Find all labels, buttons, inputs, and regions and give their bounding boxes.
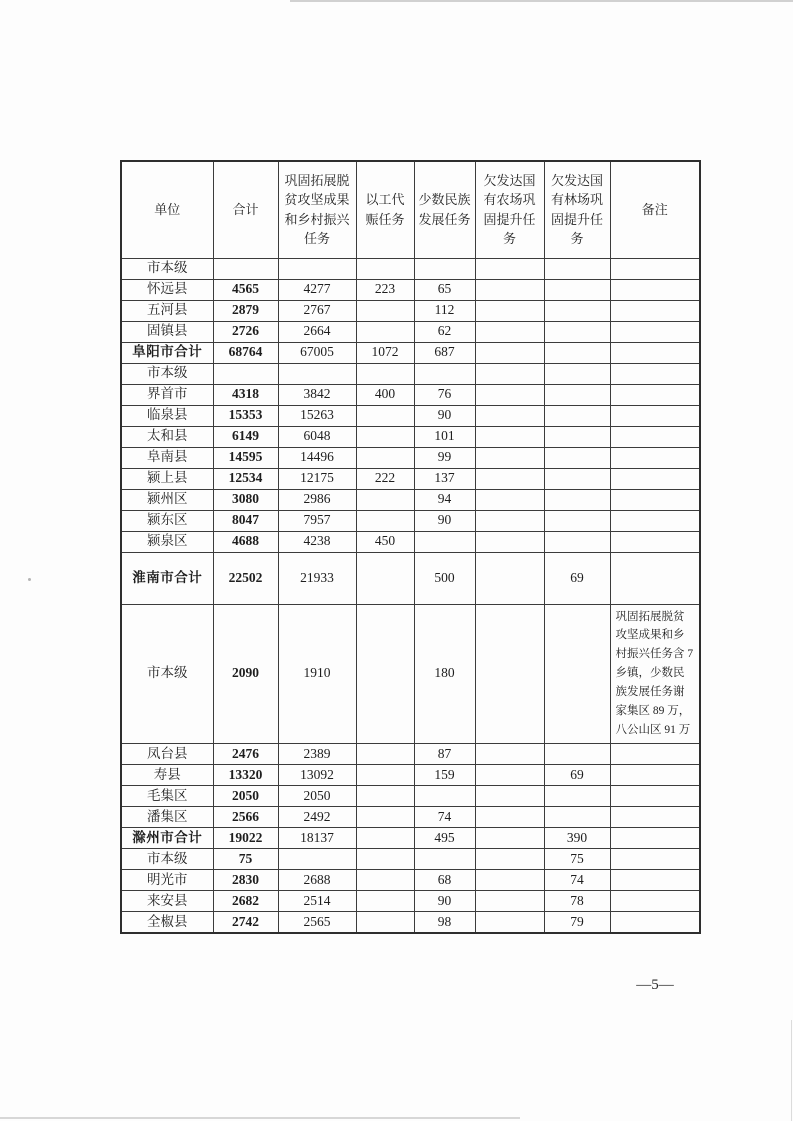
remark-cell xyxy=(610,531,700,552)
remark-cell xyxy=(610,870,700,891)
consolidation-cell: 2986 xyxy=(278,489,356,510)
unit-cell: 全椒县 xyxy=(121,912,213,933)
minority-cell: 90 xyxy=(414,405,475,426)
total-cell: 12534 xyxy=(213,468,278,489)
farm-cell xyxy=(475,552,544,604)
col-header-state-forest-task: 欠发达国有林场巩固提升任务 xyxy=(544,161,610,258)
consolidation-cell: 7957 xyxy=(278,510,356,531)
consolidation-cell: 4277 xyxy=(278,279,356,300)
work-relief-cell: 222 xyxy=(356,468,414,489)
forest-cell xyxy=(544,426,610,447)
farm-cell xyxy=(475,363,544,384)
consolidation-cell: 2767 xyxy=(278,300,356,321)
consolidation-cell xyxy=(278,258,356,279)
farm-cell xyxy=(475,786,544,807)
work-relief-cell xyxy=(356,786,414,807)
unit-cell: 来安县 xyxy=(121,891,213,912)
minority-cell: 68 xyxy=(414,870,475,891)
total-cell: 2830 xyxy=(213,870,278,891)
table-row xyxy=(121,786,700,807)
farm-cell xyxy=(475,300,544,321)
remark-cell xyxy=(610,342,700,363)
total-cell: 68764 xyxy=(213,342,278,363)
table-row xyxy=(121,765,700,786)
total-cell: 13320 xyxy=(213,765,278,786)
remark-cell xyxy=(610,321,700,342)
total-cell: 2726 xyxy=(213,321,278,342)
unit-cell: 市本级 xyxy=(121,604,213,744)
col-header-total: 合计 xyxy=(213,161,278,258)
table-row xyxy=(121,849,700,870)
farm-cell xyxy=(475,828,544,849)
forest-cell xyxy=(544,342,610,363)
work-relief-cell xyxy=(356,321,414,342)
remark-cell xyxy=(610,468,700,489)
work-relief-cell xyxy=(356,765,414,786)
unit-cell: 市本级 xyxy=(121,363,213,384)
consolidation-cell: 2664 xyxy=(278,321,356,342)
forest-cell: 75 xyxy=(544,849,610,870)
unit-cell: 固镇县 xyxy=(121,321,213,342)
table-row-subtotal xyxy=(121,342,700,363)
minority-cell: 90 xyxy=(414,510,475,531)
forest-cell xyxy=(544,405,610,426)
unit-cell: 临泉县 xyxy=(121,405,213,426)
table-row xyxy=(121,489,700,510)
farm-cell xyxy=(475,891,544,912)
farm-cell xyxy=(475,258,544,279)
unit-cell: 毛集区 xyxy=(121,786,213,807)
work-relief-cell xyxy=(356,510,414,531)
consolidation-cell: 15263 xyxy=(278,405,356,426)
remark-cell xyxy=(610,279,700,300)
remark-cell xyxy=(610,384,700,405)
forest-cell: 79 xyxy=(544,912,610,933)
table-row xyxy=(121,468,700,489)
total-cell: 2879 xyxy=(213,300,278,321)
minority-cell: 87 xyxy=(414,744,475,765)
unit-cell: 滁州市合计 xyxy=(121,828,213,849)
total-cell: 15353 xyxy=(213,405,278,426)
page-number: —5— xyxy=(636,977,674,993)
remark-cell xyxy=(610,552,700,604)
minority-cell: 500 xyxy=(414,552,475,604)
minority-cell: 76 xyxy=(414,384,475,405)
header-row xyxy=(121,161,700,258)
consolidation-cell: 2492 xyxy=(278,807,356,828)
consolidation-cell: 2688 xyxy=(278,870,356,891)
remark-cell xyxy=(610,765,700,786)
work-relief-cell xyxy=(356,744,414,765)
scan-artifact-speck xyxy=(28,578,31,581)
minority-cell: 99 xyxy=(414,447,475,468)
unit-cell: 颍泉区 xyxy=(121,531,213,552)
consolidation-cell: 4238 xyxy=(278,531,356,552)
remark-cell xyxy=(610,426,700,447)
fund-allocation-table xyxy=(120,160,701,934)
minority-cell: 94 xyxy=(414,489,475,510)
total-cell: 75 xyxy=(213,849,278,870)
work-relief-cell xyxy=(356,849,414,870)
table-row xyxy=(121,604,700,744)
table-row xyxy=(121,321,700,342)
col-header-minority-development-task: 少数民族发展任务 xyxy=(414,161,475,258)
forest-cell xyxy=(544,604,610,744)
consolidation-cell xyxy=(278,849,356,870)
farm-cell xyxy=(475,279,544,300)
consolidation-cell: 21933 xyxy=(278,552,356,604)
consolidation-cell: 12175 xyxy=(278,468,356,489)
minority-cell: 495 xyxy=(414,828,475,849)
farm-cell xyxy=(475,510,544,531)
table-row xyxy=(121,510,700,531)
consolidation-cell: 2565 xyxy=(278,912,356,933)
total-cell: 4318 xyxy=(213,384,278,405)
table-row xyxy=(121,258,700,279)
work-relief-cell xyxy=(356,489,414,510)
consolidation-cell: 3842 xyxy=(278,384,356,405)
total-cell: 3080 xyxy=(213,489,278,510)
table-row-subtotal xyxy=(121,828,700,849)
total-cell: 4565 xyxy=(213,279,278,300)
unit-cell: 凤台县 xyxy=(121,744,213,765)
total-cell: 6149 xyxy=(213,426,278,447)
unit-cell: 五河县 xyxy=(121,300,213,321)
table-row xyxy=(121,279,700,300)
table-row xyxy=(121,363,700,384)
remark-cell xyxy=(610,828,700,849)
minority-cell xyxy=(414,849,475,870)
forest-cell: 69 xyxy=(544,765,610,786)
farm-cell xyxy=(475,489,544,510)
work-relief-cell xyxy=(356,405,414,426)
farm-cell xyxy=(475,807,544,828)
work-relief-cell xyxy=(356,258,414,279)
work-relief-cell xyxy=(356,426,414,447)
total-cell xyxy=(213,258,278,279)
work-relief-cell xyxy=(356,891,414,912)
work-relief-cell xyxy=(356,300,414,321)
total-cell: 22502 xyxy=(213,552,278,604)
remark-cell xyxy=(610,510,700,531)
minority-cell xyxy=(414,363,475,384)
total-cell: 14595 xyxy=(213,447,278,468)
remark-cell xyxy=(610,300,700,321)
farm-cell xyxy=(475,321,544,342)
total-cell: 2476 xyxy=(213,744,278,765)
total-cell: 2050 xyxy=(213,786,278,807)
unit-cell: 潘集区 xyxy=(121,807,213,828)
forest-cell xyxy=(544,279,610,300)
minority-cell: 137 xyxy=(414,468,475,489)
consolidation-cell: 2389 xyxy=(278,744,356,765)
total-cell: 4688 xyxy=(213,531,278,552)
unit-cell: 颍上县 xyxy=(121,468,213,489)
unit-cell: 淮南市合计 xyxy=(121,552,213,604)
forest-cell: 390 xyxy=(544,828,610,849)
farm-cell xyxy=(475,342,544,363)
minority-cell xyxy=(414,531,475,552)
work-relief-cell xyxy=(356,604,414,744)
work-relief-cell: 1072 xyxy=(356,342,414,363)
unit-cell: 太和县 xyxy=(121,426,213,447)
unit-cell: 颍州区 xyxy=(121,489,213,510)
table-row-subtotal xyxy=(121,552,700,604)
col-header-work-relief-task: 以工代赈任务 xyxy=(356,161,414,258)
forest-cell xyxy=(544,300,610,321)
forest-cell xyxy=(544,363,610,384)
forest-cell xyxy=(544,531,610,552)
table-row xyxy=(121,405,700,426)
unit-cell: 市本级 xyxy=(121,849,213,870)
minority-cell: 687 xyxy=(414,342,475,363)
col-header-consolidation-task: 巩固拓展脱贫攻坚成果和乡村振兴任务 xyxy=(278,161,356,258)
farm-cell xyxy=(475,849,544,870)
farm-cell xyxy=(475,426,544,447)
unit-cell: 界首市 xyxy=(121,384,213,405)
unit-cell: 寿县 xyxy=(121,765,213,786)
total-cell: 8047 xyxy=(213,510,278,531)
consolidation-cell: 2050 xyxy=(278,786,356,807)
unit-cell: 市本级 xyxy=(121,258,213,279)
unit-cell: 阜阳市合计 xyxy=(121,342,213,363)
table-row xyxy=(121,870,700,891)
farm-cell xyxy=(475,468,544,489)
table-row xyxy=(121,426,700,447)
table-row xyxy=(121,447,700,468)
remark-cell xyxy=(610,258,700,279)
total-cell xyxy=(213,363,278,384)
farm-cell xyxy=(475,384,544,405)
minority-cell xyxy=(414,786,475,807)
table-row xyxy=(121,912,700,933)
col-header-remark: 备注 xyxy=(610,161,700,258)
work-relief-cell: 223 xyxy=(356,279,414,300)
unit-cell: 明光市 xyxy=(121,870,213,891)
minority-cell: 74 xyxy=(414,807,475,828)
minority-cell: 62 xyxy=(414,321,475,342)
farm-cell xyxy=(475,604,544,744)
forest-cell xyxy=(544,786,610,807)
scan-artifact-right xyxy=(791,1020,792,1121)
consolidation-cell: 67005 xyxy=(278,342,356,363)
total-cell: 19022 xyxy=(213,828,278,849)
farm-cell xyxy=(475,531,544,552)
farm-cell xyxy=(475,765,544,786)
consolidation-cell: 6048 xyxy=(278,426,356,447)
unit-cell: 怀远县 xyxy=(121,279,213,300)
consolidation-cell: 13092 xyxy=(278,765,356,786)
forest-cell xyxy=(544,321,610,342)
work-relief-cell xyxy=(356,870,414,891)
table-row xyxy=(121,384,700,405)
scan-artifact-bottom xyxy=(0,1117,520,1119)
consolidation-cell: 1910 xyxy=(278,604,356,744)
col-header-state-farm-task: 欠发达国有农场巩固提升任务 xyxy=(475,161,544,258)
total-cell: 2090 xyxy=(213,604,278,744)
forest-cell: 78 xyxy=(544,891,610,912)
farm-cell xyxy=(475,744,544,765)
forest-cell: 69 xyxy=(544,552,610,604)
remark-cell xyxy=(610,363,700,384)
total-cell: 2682 xyxy=(213,891,278,912)
forest-cell: 74 xyxy=(544,870,610,891)
table-row xyxy=(121,531,700,552)
table-row xyxy=(121,807,700,828)
remark-cell xyxy=(610,891,700,912)
col-header-unit: 单位 xyxy=(121,161,213,258)
work-relief-cell xyxy=(356,363,414,384)
minority-cell: 65 xyxy=(414,279,475,300)
minority-cell xyxy=(414,258,475,279)
work-relief-cell xyxy=(356,912,414,933)
scan-artifact-top xyxy=(290,0,793,2)
unit-cell: 颍东区 xyxy=(121,510,213,531)
remark-cell xyxy=(610,744,700,765)
consolidation-cell: 14496 xyxy=(278,447,356,468)
forest-cell xyxy=(544,384,610,405)
farm-cell xyxy=(475,912,544,933)
work-relief-cell xyxy=(356,552,414,604)
minority-cell: 159 xyxy=(414,765,475,786)
table-row xyxy=(121,300,700,321)
minority-cell: 90 xyxy=(414,891,475,912)
table-row xyxy=(121,744,700,765)
farm-cell xyxy=(475,870,544,891)
forest-cell xyxy=(544,489,610,510)
consolidation-cell: 2514 xyxy=(278,891,356,912)
forest-cell xyxy=(544,744,610,765)
remark-cell xyxy=(610,912,700,933)
minority-cell: 98 xyxy=(414,912,475,933)
work-relief-cell: 400 xyxy=(356,384,414,405)
remark-cell xyxy=(610,807,700,828)
minority-cell: 180 xyxy=(414,604,475,744)
total-cell: 2566 xyxy=(213,807,278,828)
farm-cell xyxy=(475,405,544,426)
work-relief-cell xyxy=(356,447,414,468)
forest-cell xyxy=(544,807,610,828)
farm-cell xyxy=(475,447,544,468)
unit-cell: 阜南县 xyxy=(121,447,213,468)
work-relief-cell xyxy=(356,807,414,828)
work-relief-cell xyxy=(356,828,414,849)
forest-cell xyxy=(544,468,610,489)
forest-cell xyxy=(544,447,610,468)
minority-cell: 101 xyxy=(414,426,475,447)
consolidation-cell xyxy=(278,363,356,384)
forest-cell xyxy=(544,258,610,279)
remark-cell xyxy=(610,849,700,870)
consolidation-cell: 18137 xyxy=(278,828,356,849)
remark-cell: 巩固拓展脱贫攻坚成果和乡村振兴任务含 7 乡镇，少数民族发展任务谢家集区 89 万，八公山区 91 万 xyxy=(610,604,700,744)
remark-cell xyxy=(610,489,700,510)
forest-cell xyxy=(544,510,610,531)
remark-cell xyxy=(610,405,700,426)
work-relief-cell: 450 xyxy=(356,531,414,552)
remark-cell xyxy=(610,786,700,807)
table-row xyxy=(121,891,700,912)
remark-cell xyxy=(610,447,700,468)
total-cell: 2742 xyxy=(213,912,278,933)
minority-cell: 112 xyxy=(414,300,475,321)
